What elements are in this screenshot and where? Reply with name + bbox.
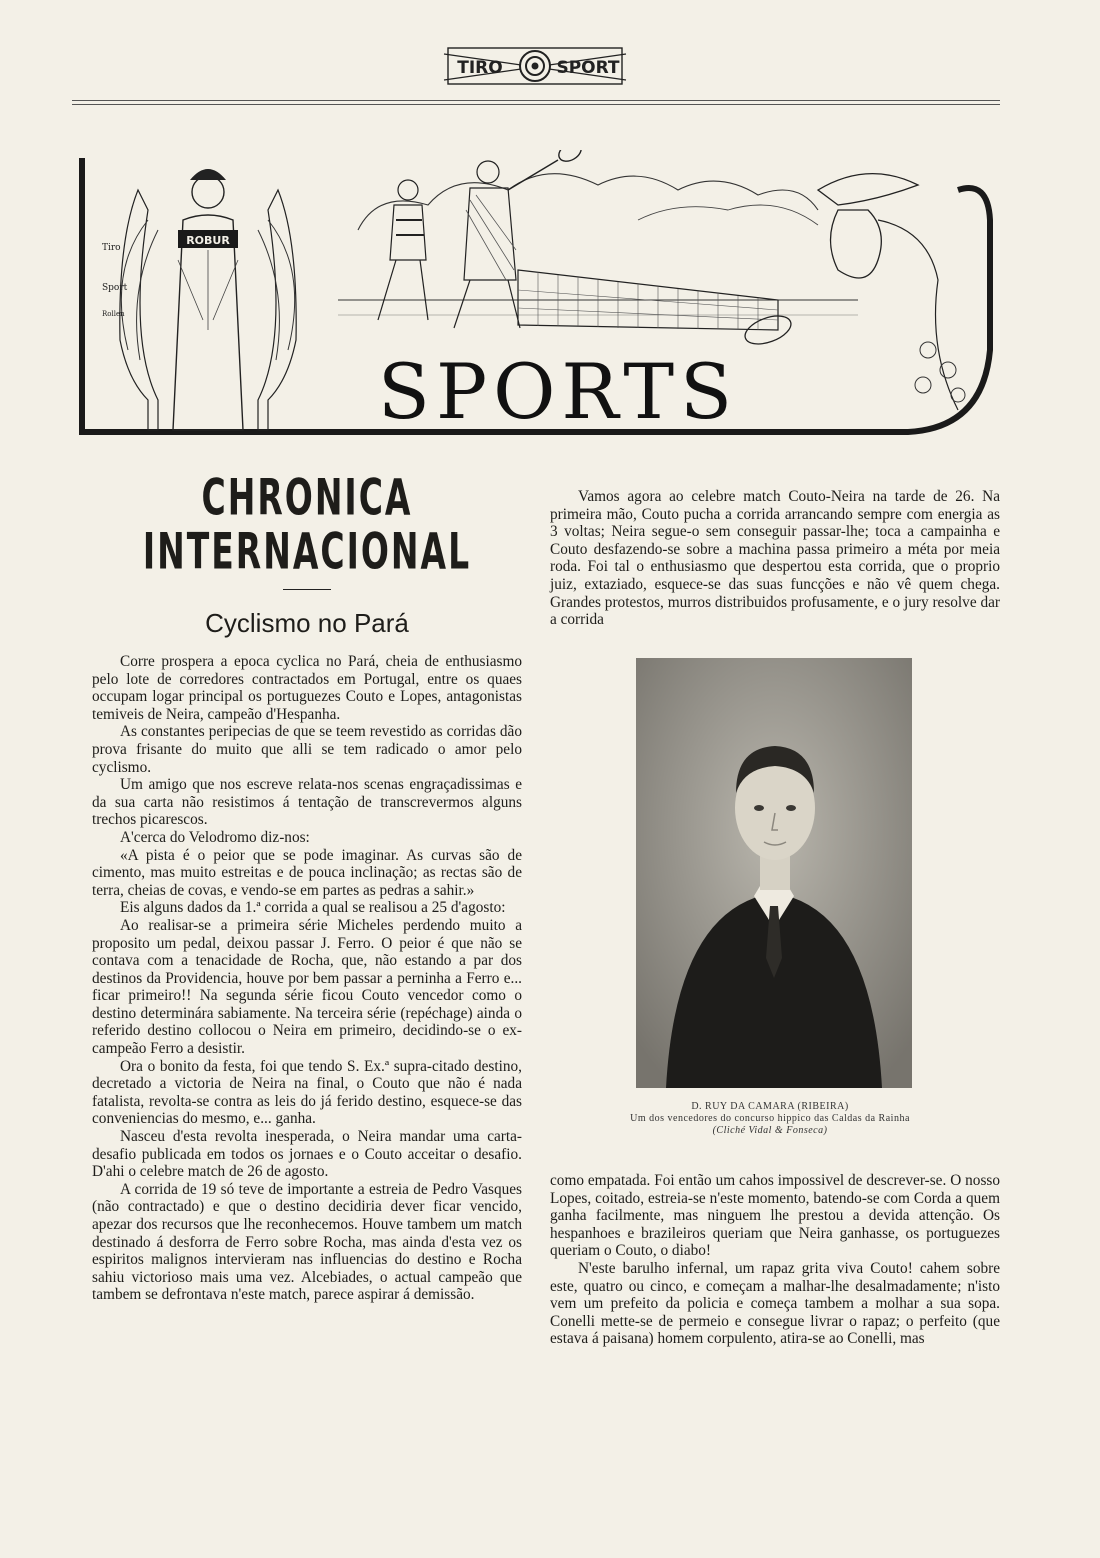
caption-description: Um dos vencedores do concurso hippico das Caldas da Rainha bbox=[630, 1113, 910, 1124]
paragraph: A corrida de 19 só teve de importante a estreia de Pedro Vasques (não contractado) e que o destino decidiria dever ficar vencido, apezar dos recursos que lhe reconhecemos. Houve tambem um match destinado á desforra de Ferro sobre Rocha, mas ainda d'esta vez os espiritos malignos intervieram nas influencias do destino e Rocha sahiu victorioso mais uma vez. Alcebiades, o actual campeão que tambem se defrontava n'este match, parece aspirar á demissão. bbox=[92, 1180, 522, 1304]
caption-credit: (Cliché Vidal & Fonseca) bbox=[712, 1125, 828, 1136]
svg-text:SPORT: SPORT bbox=[556, 58, 620, 78]
article-subtitle: Cyclismo no Pará bbox=[205, 608, 409, 638]
svg-text:Tiro: Tiro bbox=[102, 243, 121, 253]
lady-portrait bbox=[818, 174, 965, 410]
title-divider bbox=[283, 589, 331, 590]
paragraph: Um amigo que nos escreve relata-nos scenas engraçadissimas e da sua carta não resistimos á tentação de transcrevermos alguns trechos picarescos. bbox=[92, 776, 522, 829]
paragraph: Ao realisar-se a primeira série Micheles perdendo muito a proposito um pedal, deixou passar J. Ferro. O peior é que não se contava com a tenacidade de Rocha, que, não estando a par dos destinos da Providencia, houve por bem passar a perninha a Ferro e... ficar primeiro!! Na segunda série ficou Couto vencedor como o destino determinára sabiamente. Na terceira série (repéchage) ainda o referido destino collocou o Neira em primeiro, decidindo-se o ex-campeão Ferro a desistir. bbox=[92, 916, 522, 1058]
svg-text:TIRO: TIRO bbox=[457, 58, 503, 78]
header-rule bbox=[72, 100, 1000, 101]
header-rule-thin bbox=[72, 104, 1000, 105]
paragraph: N'este barulho infernal, um rapaz grita viva Couto! cahem sobre este, quatro ou cinco, e começam a malhar-lhe desalmadamente; n'isto vem um prefeito da policia e começa tambem a molhar a sua sopa. Conelli mette-se de permeio e consegue livrar o rapaz; o perfeito (que estava á paisana) homem corpulento, atira-se ao Conelli, mas bbox=[550, 1259, 1000, 1348]
paragraph: Eis alguns dados da 1.ª corrida a qual se realisou a 25 d'agosto: bbox=[120, 899, 506, 917]
article-title: CHRONICA INTERNACIONAL bbox=[142, 468, 472, 581]
paragraph: Nasceu d'esta revolta inesperada, o Neira mandar uma carta-desafio publicada em todos os jornaes e o Couto acceitar o desafio. D'ahi o celebre match de 26 de agosto. bbox=[92, 1128, 522, 1181]
paragraph: Vamos agora ao celebre match Couto-Neira na tarde de 26. Na primeira mão, Couto pucha a corrida arrancando sempre com energia as 3 voltas; Neira segue-o sem conseguir passar-lhe; toca a campainha e Couto desfazendo-se sobre a machina passa primeiro a méta por meia roda. Foi tal o enthusiasmo que despertou esta corrida, que o proprio juiz, extaziado, esquece-se das suas funcções e não vê quem chega. Grandes protestos, murros distribuidos profusamente, e o jury resolve dar a corrida bbox=[550, 488, 1000, 629]
article-right-column-top bbox=[550, 488, 1000, 629]
portrait-photo bbox=[636, 658, 912, 1088]
paragraph: «A pista é o peior que se pode imaginar. As curvas são de cimento, mas muito estreitas e de pouca inclinação; as rectas são de terra, cheias de covas, e vendo-se em partes as pedras a sahir.» bbox=[92, 846, 522, 899]
sports-banner-illustration bbox=[78, 150, 998, 440]
article-left-column bbox=[92, 465, 522, 1304]
svg-text:ROBUR: ROBUR bbox=[186, 234, 230, 247]
paragraph: como empatada. Foi então um cahos impossivel de descrever-se. O nosso Lopes, coitado, estreia-se n'este momento, batendo-se com Corda a quem ganha facilmente, mas ninguem lhe prestou a devida attenção. Os hespanhoes e brazileiros queriam que Neira ganhasse, os portuguezes queriam o Couto, o diabo! bbox=[550, 1172, 1000, 1260]
svg-text:Sport: Sport bbox=[102, 283, 128, 293]
portrait-image bbox=[636, 658, 912, 1088]
svg-text:SPORTS: SPORTS bbox=[377, 347, 739, 436]
angel-figure bbox=[102, 169, 296, 430]
svg-text:Rollen: Rollen bbox=[102, 310, 125, 318]
masthead-logo bbox=[440, 40, 630, 92]
paragraph: Corre prospera a epoca cyclica no Pará, cheia de enthusiasmo pelo lote de corredores contractados em Portugal, entre os quaes occupam logar principal os portuguezes Couto e Lopes, antagonistas temiveis de Neira, campeão d'Hespanha. bbox=[92, 653, 522, 723]
paragraph: As constantes peripecias de que se teem revestido as corridas dão prova frisante do muito que alli se tem radicado o amor pelo cyclismo. bbox=[92, 723, 522, 776]
paragraph: Ora o bonito da festa, foi que tendo S. Ex.ª supra-citado destino, decretado a victoria de Neira na final, o Couto que não é nada fatalista, revolta-se contra as leis do já ferido destino, esquece-se das conveniencias do mesmo, e... ganha. bbox=[92, 1057, 522, 1128]
paragraph: A'cerca do Velodromo diz-nos: bbox=[120, 828, 310, 846]
article-right-column-bottom bbox=[550, 1172, 1000, 1348]
target-icon bbox=[440, 40, 630, 92]
caption-name: D. RUY DA CAMARA (RIBEIRA) bbox=[691, 1101, 849, 1112]
photo-caption bbox=[560, 1101, 980, 1137]
tennis-players bbox=[378, 150, 584, 328]
